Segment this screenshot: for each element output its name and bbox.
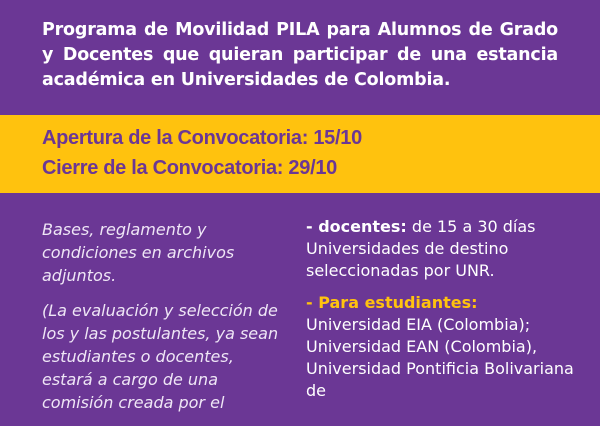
docentes-text: de 15 a 30 días Universidades de destino seleccionadas por UNR. <box>306 217 536 280</box>
docentes-paragraph <box>306 216 576 282</box>
bases-text: Bases, reglamento y condiciones en archivos adjuntos. <box>42 220 235 285</box>
apertura-date: Apertura de la Convocatoria: 15/10 <box>42 127 362 149</box>
right-column <box>306 216 576 412</box>
estudiantes-paragraph <box>306 292 576 402</box>
evaluacion-text: (La evaluación y selección de los y las postulantes, ya sean estudiantes o docentes, estará a cargo de una comisión creada por el <box>42 301 279 412</box>
left-column <box>42 218 282 426</box>
dates-band <box>0 115 600 193</box>
cierre-date: Cierre de la Convocatoria: 29/10 <box>42 157 337 179</box>
docentes-label: - docentes: <box>306 217 407 236</box>
estudiantes-text: Universidad EIA (Colombia); Universidad EAN (Colombia), Universidad Pontificia Bolivariana de <box>306 315 574 400</box>
intro-text: Programa de Movilidad PILA para Alumnos de Grado y Docentes que quieran participar de una estancia académica en Universidades de Colombia. <box>42 20 558 90</box>
estudiantes-label: - Para estudiantes: <box>306 293 478 312</box>
